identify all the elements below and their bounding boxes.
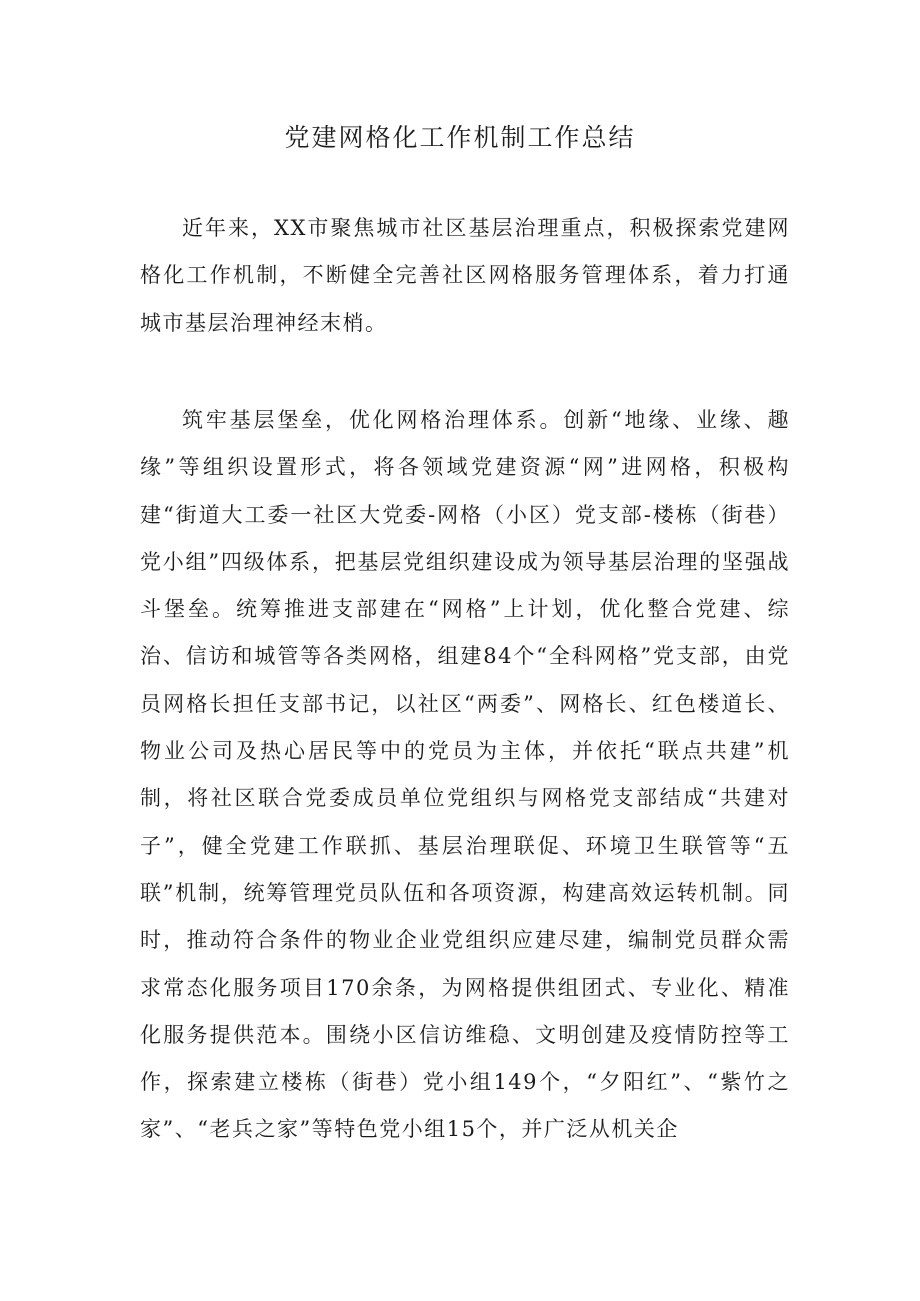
- body-paragraph: 筑牢基层堡垒，优化网格治理体系。创新“地缘、业缘、趣缘”等组织设置形式，将各领域党建资源“网”进网格，积极构建“街道大工委一社区大党委-网格（小区）党支部-楼栋（街巷）党小组”四级体系，把基层党组织建设成为领导基层治理的坚强战斗堡垒。统筹推进支部建在“网格”上计划，优化整合党建、综治、信访和城管等各类网格，组建84个“全科网格”党支部，由党员网格长担任支部书记，以社区“两委”、网格长、红色楼道长、物业公司及热心居民等中的党员为主体，并依托“联点共建”机制，将社区联合党委成员单位党组织与网格党支部结成“共建对子”，健全党建工作联抓、基层治理联促、环境卫生联管等“五联”机制，统筹管理党员队伍和各项资源，构建高效运转机制。同时，推动符合条件的物业企业党组织应建尽建，编制党员群众需求常态化服务项目170余条，为网格提供组团式、专业化、精准化服务提供范本。围绕小区信访维稳、文明创建及疫情防控等工作，探索建立楼栋（街巷）党小组149个，“夕阳红”、“紫竹之家”、“老兵之家”等特色党小组15个，并广泛从机关企: [140, 408, 790, 1142]
- document-title: 党建网格化工作机制工作总结: [284, 123, 636, 152]
- intro-paragraph: 近年来，XX市聚焦城市社区基层治理重点，积极探索党建网格化工作机制，不断健全完善社区网格服务管理体系，着力打通城市基层治理神经末梢。: [140, 216, 790, 335]
